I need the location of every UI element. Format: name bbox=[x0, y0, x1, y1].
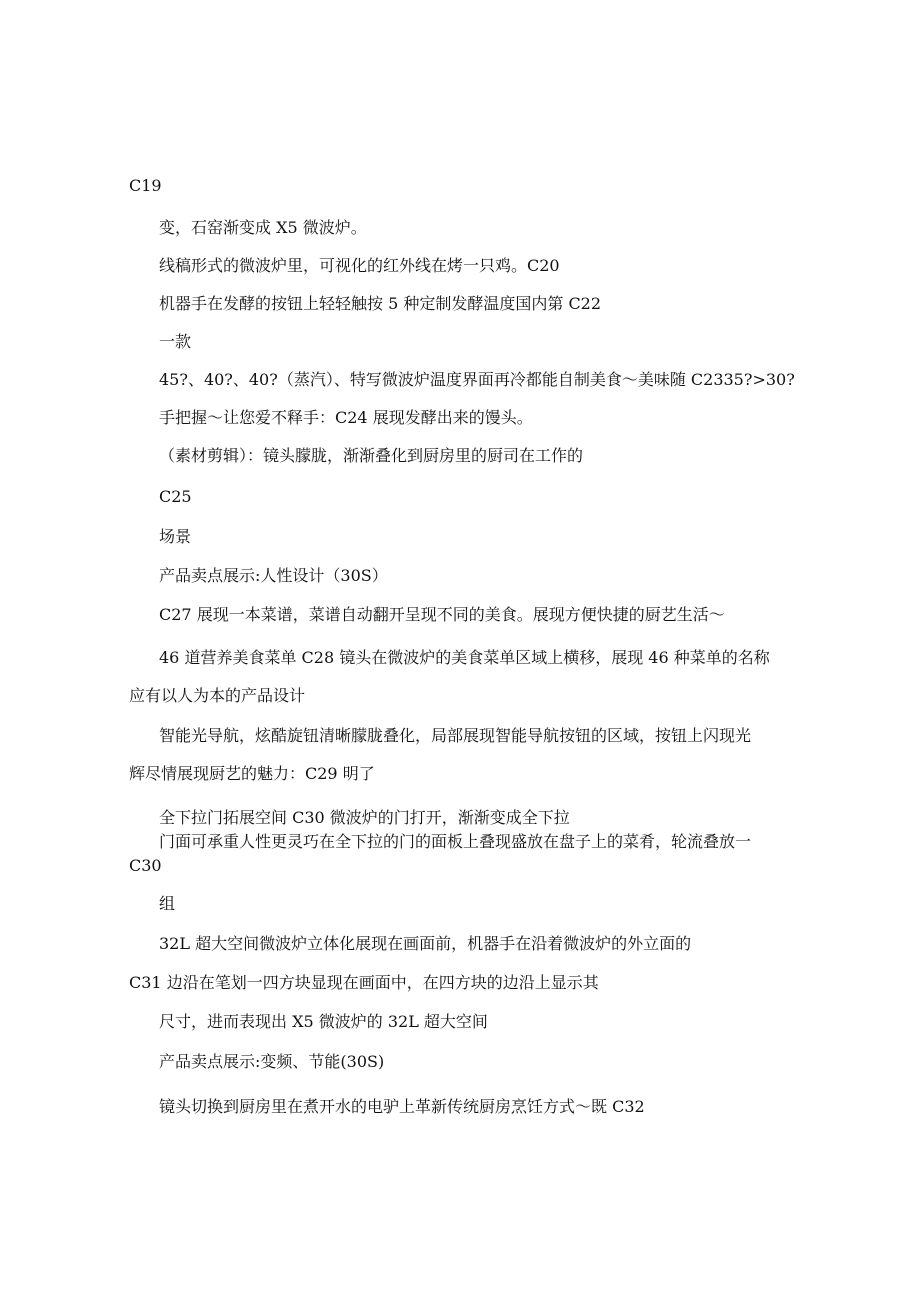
text-line: 尺寸，进而表现出 X5 微波炉的 32L 超大空间 bbox=[159, 1012, 488, 1031]
text-line: 产品卖点展示:变频、节能(30S) bbox=[159, 1052, 385, 1071]
text-line: C30 bbox=[129, 856, 162, 875]
text-line: 产品卖点展示:人性设计（30S） bbox=[159, 566, 388, 585]
text-line: C31 边沿在笔划一四方块显现在画面中，在四方块的边沿上显示其 bbox=[129, 973, 599, 992]
text-line: C27 展现一本菜谱，菜谱自动翻开呈现不同的美食。展现方便快捷的厨艺生活～ bbox=[159, 605, 725, 624]
text-line: 应有以人为本的产品设计 bbox=[129, 686, 306, 705]
text-line: 组 bbox=[159, 894, 176, 913]
text-line: 32L 超大空间微波炉立体化展现在画面前，机器手在沿着微波炉的外立面的 bbox=[159, 934, 692, 953]
text-line: 变，石窑渐变成 X5 微波炉。 bbox=[159, 218, 367, 237]
text-line: 46 道营养美食菜单 C28 镜头在微波炉的美食菜单区域上横移，展现 46 种菜单的名称 bbox=[159, 648, 770, 667]
text-line: C25 bbox=[159, 487, 192, 506]
text-line: 智能光导航，炫酷旋钮清晰朦胧叠化，局部展现智能导航按钮的区域，按钮上闪现光 bbox=[159, 726, 752, 745]
text-line: C19 bbox=[129, 176, 162, 195]
text-line: 一款 bbox=[159, 332, 192, 351]
text-line: （素材剪辑）：镜头朦胧，渐渐叠化到厨房里的厨司在工作的 bbox=[159, 446, 584, 465]
text-line: 镜头切换到厨房里在煮开水的电驴上革新传统厨房烹饪方式～既 C32 bbox=[159, 1097, 645, 1116]
text-line: 辉尽情展现厨艺的魅力：C29 明了 bbox=[129, 764, 375, 783]
text-line: 门面可承重人性更灵巧在全下拉的门的面板上叠现盛放在盘子上的菜肴，轮流叠放一 bbox=[159, 832, 752, 851]
text-line: 45?、40?、40?（蒸汽）、特写微波炉温度界面再冷都能自制美食～美味随 C2335?>30? bbox=[159, 370, 795, 389]
text-line: 线稿形式的微波炉里，可视化的红外线在烤一只鸡。C20 bbox=[159, 256, 560, 275]
text-line: 全下拉门拓展空间 C30 微波炉的门打开，渐渐变成全下拉 bbox=[159, 808, 570, 827]
text-line: 场景 bbox=[159, 527, 192, 546]
text-line: 手把握～让您爱不释手：C24 展现发酵出来的馒头。 bbox=[159, 408, 533, 427]
text-line: 机器手在发酵的按钮上轻轻触按 5 种定制发酵温度国内第 C22 bbox=[159, 294, 602, 313]
